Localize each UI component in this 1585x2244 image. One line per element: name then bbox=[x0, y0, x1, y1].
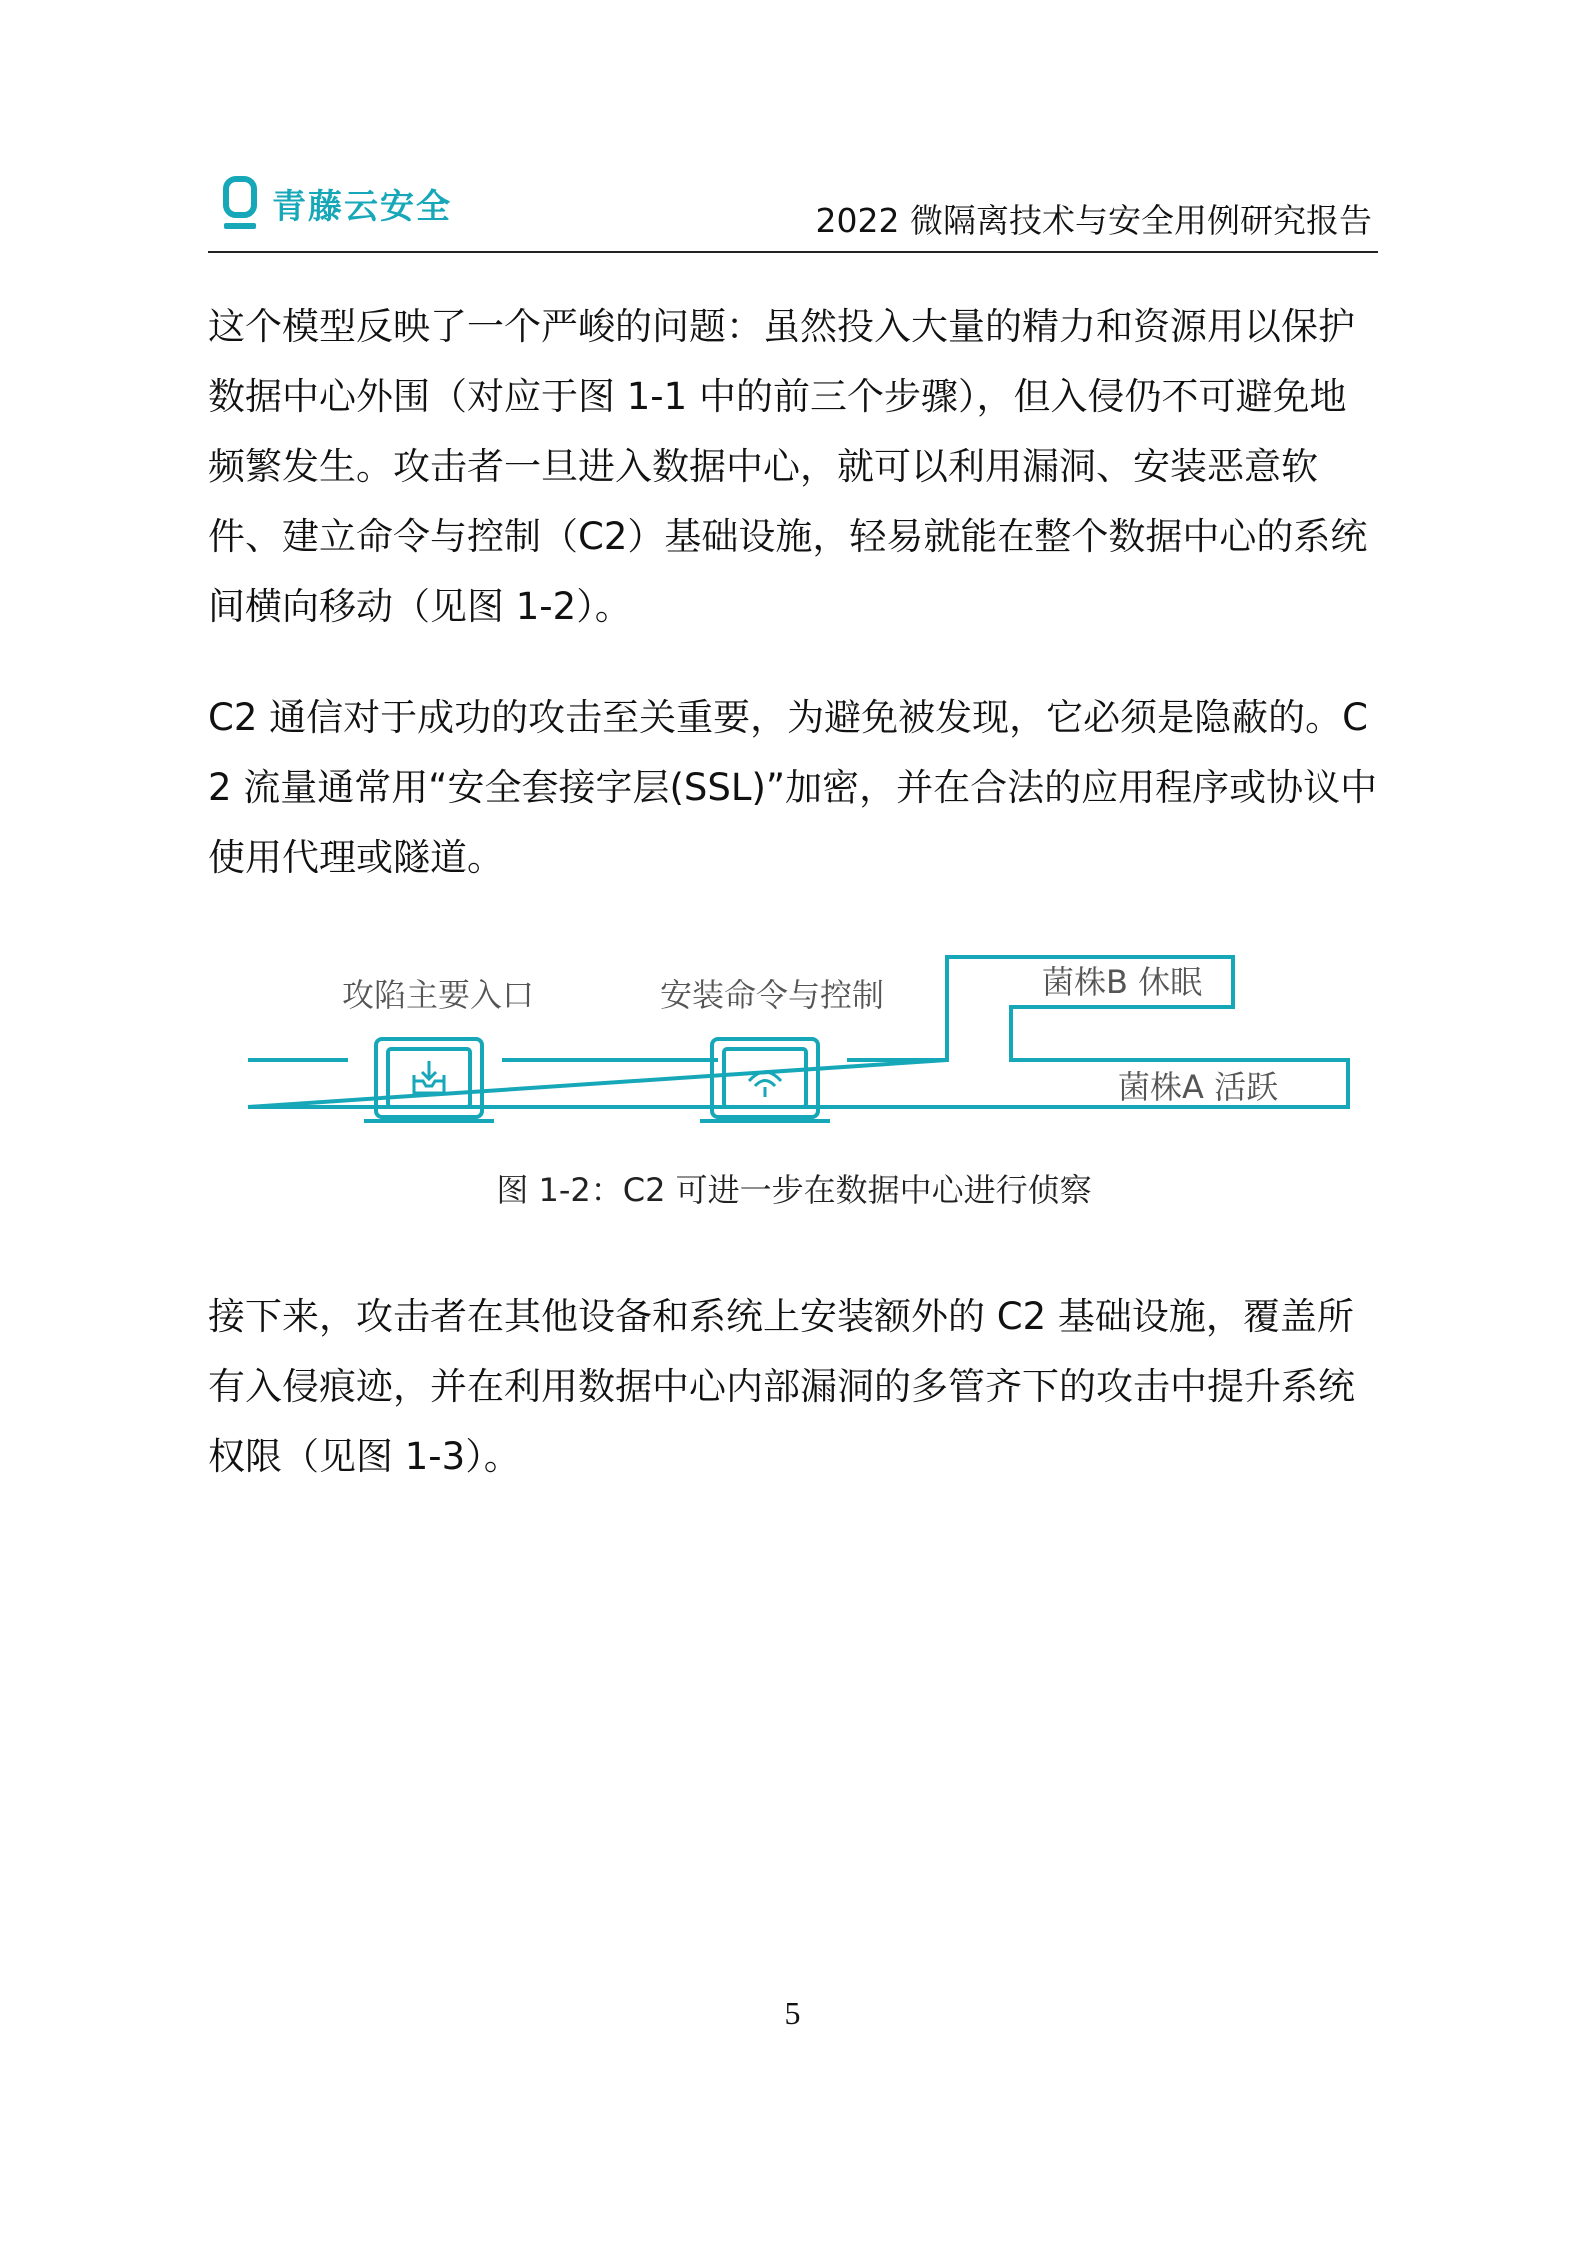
step-label-entry: 攻陷主要入口 bbox=[342, 976, 535, 1014]
body-paragraph: C2 通信对于成功的攻击至关重要，为避免被发现，它必须是隐蔽的。C2 流量通常用“安全套接字层(SSL)”加密，并在合法的应用程序或协议中使用代理或隧道。 bbox=[208, 696, 1378, 879]
attack-path-diagram bbox=[240, 935, 1360, 1135]
laptop-screen-c2 bbox=[724, 1049, 806, 1107]
page-number: 5 bbox=[784, 1995, 801, 2031]
brand-logo bbox=[220, 175, 452, 231]
strain-a-label: 菌株A 活跃 bbox=[1118, 1068, 1279, 1106]
report-title: 2022 微隔离技术与安全用例研究报告 bbox=[815, 201, 1372, 240]
strain-b-label: 菌株B 休眠 bbox=[1042, 963, 1203, 1001]
body-paragraph: 接下来，攻击者在其他设备和系统上安装额外的 C2 基础设施，覆盖所有入侵痕迹，并在利用数据中心内部漏洞的多管齐下的攻击中提升系统权限（见图 1-3）。 bbox=[208, 1295, 1355, 1478]
body-paragraph: 这个模型反映了一个严峻的问题：虽然投入大量的精力和资源用以保护数据中心外围（对应于图 1-1 中的前三个步骤），但入侵仍不可避免地频繁发生。攻击者一旦进入数据中心，就可以利用漏洞、安装恶意软件、建立命令与控制（C2）基础设施，轻易就能在整个数据中心的系统间横向移动（见图 1-2）。 bbox=[208, 305, 1368, 628]
qingteng-logo-icon bbox=[220, 175, 260, 231]
inbox-download-icon bbox=[414, 1061, 444, 1093]
step-label-c2: 安装命令与控制 bbox=[660, 976, 885, 1014]
page-header bbox=[208, 165, 1378, 253]
figure-caption: 图 1-2：C2 可进一步在数据中心进行侦察 bbox=[496, 1171, 1092, 1209]
wifi-signal-icon bbox=[749, 1072, 781, 1097]
logo-text: 青藤云安全 bbox=[272, 186, 452, 227]
